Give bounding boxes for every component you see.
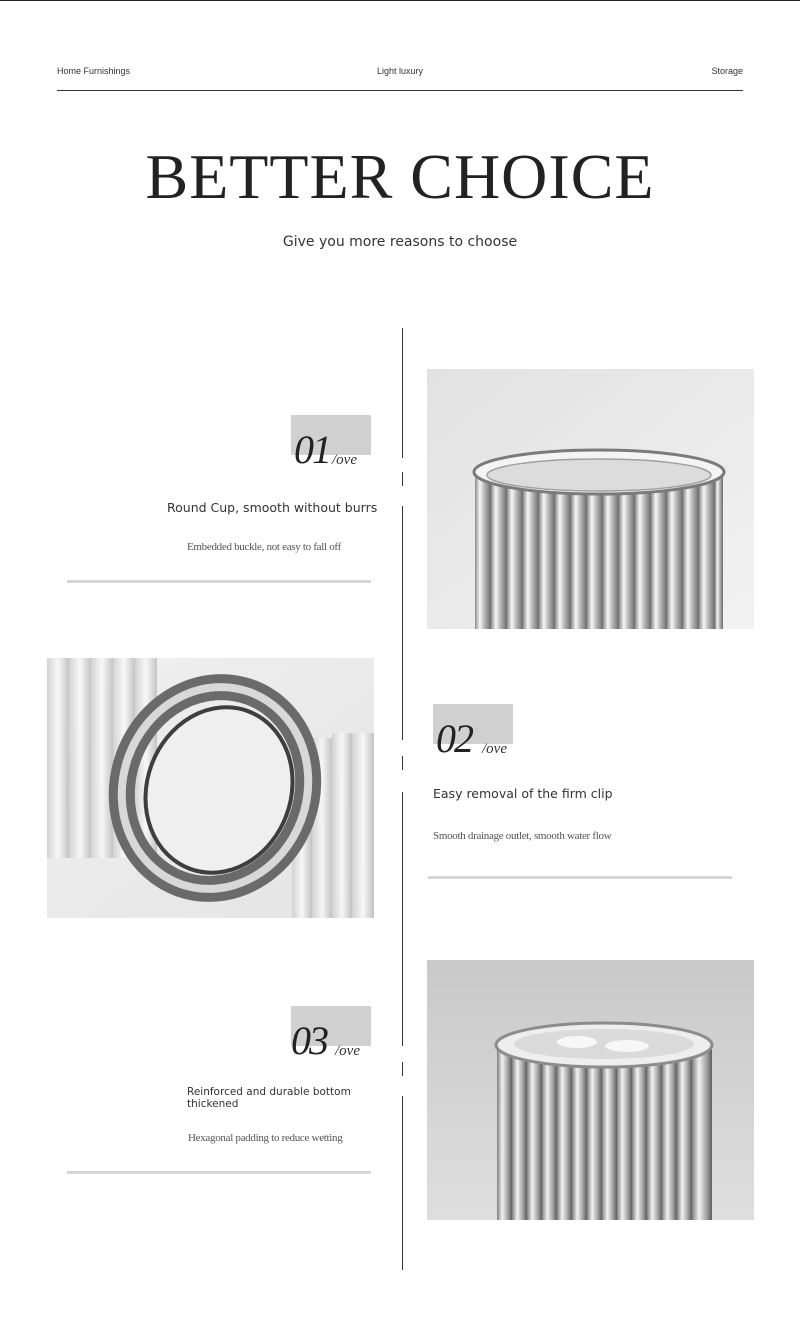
feature-title: Round Cup, smooth without burrs (167, 500, 378, 515)
timeline-dash (402, 1062, 403, 1076)
timeline-line (402, 506, 403, 740)
feature-description: Smooth drainage outlet, smooth water flow (433, 830, 612, 842)
cup-rim-illustration (427, 369, 754, 629)
timeline-line (402, 1096, 403, 1270)
feature-number-suffix: /ove (332, 452, 357, 468)
product-photo-cup-rim (427, 369, 754, 629)
feature-divider (428, 876, 732, 879)
timeline-dash (402, 756, 403, 770)
feature-divider (67, 1171, 371, 1174)
feature-description: Embedded buckle, not easy to fall off (187, 541, 341, 553)
feature-divider (67, 580, 371, 583)
timeline-dash (402, 472, 403, 486)
product-photo-metal-clip (47, 658, 374, 918)
metal-clip-illustration (47, 658, 374, 918)
timeline-line (402, 328, 403, 458)
nav-divider (57, 90, 743, 91)
feature-number: 02 (436, 716, 472, 761)
timeline-line (402, 792, 403, 1046)
feature-number: 01 (294, 427, 330, 472)
nav-storage[interactable]: Storage (711, 66, 743, 76)
product-photo-cup-bottom (427, 960, 754, 1220)
top-border (0, 0, 800, 1)
feature-title: Reinforced and durable bottom thickened (187, 1086, 351, 1110)
feature-number-suffix: /ove (335, 1043, 360, 1059)
nav-home-furnishings[interactable]: Home Furnishings (57, 66, 131, 76)
nav-light-luxury[interactable]: Light luxury (376, 66, 424, 76)
feature-title: Easy removal of the firm clip (433, 786, 613, 801)
feature-description: Hexagonal padding to reduce wetting (188, 1132, 343, 1144)
page-title: BETTER CHOICE (145, 141, 655, 212)
page-subtitle: Give you more reasons to choose (282, 234, 518, 250)
feature-number-suffix: /ove (482, 741, 507, 757)
cup-bottom-illustration (427, 960, 754, 1220)
feature-number: 03 (291, 1018, 327, 1063)
